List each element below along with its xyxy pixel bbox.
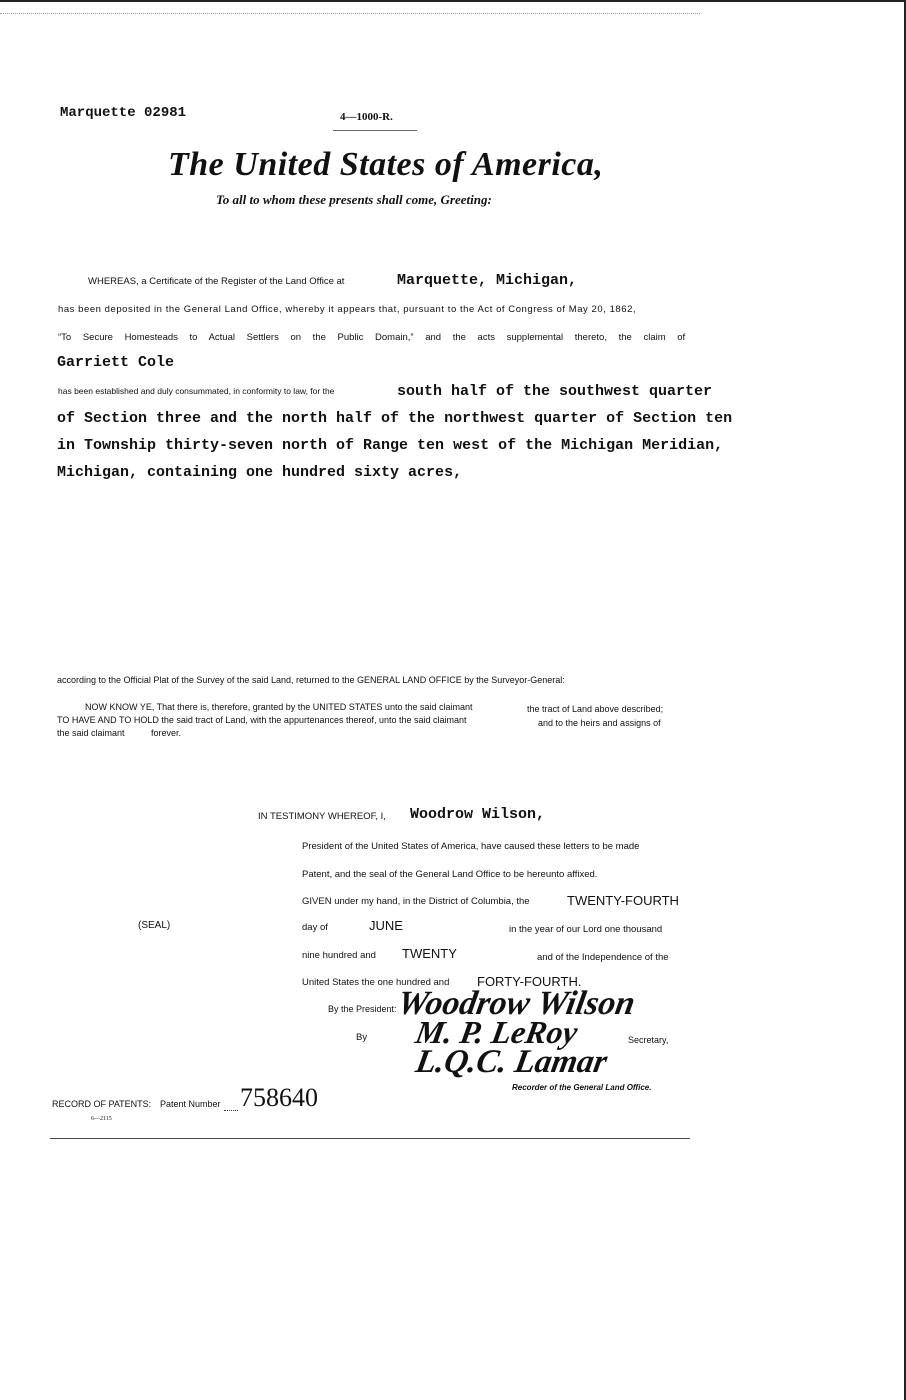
top-border <box>0 0 906 2</box>
seal-label: (SEAL) <box>138 920 171 931</box>
month-value: JUNE <box>369 918 403 933</box>
deposit-text: has been deposited in the General Land Office, whereby it appears that, pursuant to the Act of Congress of May 20, 1862, <box>58 304 637 315</box>
by-president-label: By the President: <box>328 1004 397 1014</box>
form-number-rule <box>333 130 417 131</box>
testimony-prefix: IN TESTIMONY WHEREOF, I, <box>258 811 386 822</box>
testimony-line-2: Patent, and the seal of the General Land Office to be hereunto affixed. <box>302 869 598 880</box>
grant-text-3a: the said claimant <box>57 728 125 738</box>
grant-text-3b: forever. <box>151 728 182 738</box>
by-label: By <box>356 1032 368 1043</box>
homestead-act-text: “To Secure Homesteads to Actual Settlers on the Public Domain,” and the acts supplemental thereto, the claim of <box>58 332 686 343</box>
record-of-patents-label: RECORD OF PATENTS: <box>52 1099 152 1109</box>
secretary-label: Secretary, <box>628 1035 669 1045</box>
form-code: 6—2115 <box>91 1116 112 1122</box>
form-number: 4—1000-R. <box>340 111 393 123</box>
greeting: To all to whom these presents shall come, Greeting: <box>216 192 492 207</box>
grant-text-2a: TO HAVE AND TO HOLD the said tract of Land, with the appurtenances thereof, unto the said claimant <box>57 715 467 725</box>
claimant-name: Garriett Cole <box>57 354 175 371</box>
secretary-signature: M. P. LeRoy <box>412 1014 581 1050</box>
land-description-line-2: of Section three and the north half of the northwest quarter of Section ten <box>57 410 733 427</box>
nine-hundred-text: nine hundred and <box>302 950 376 961</box>
land-description-line-3: in Township thirty-seven north of Range ten west of the Michigan Meridian, <box>57 437 724 454</box>
official-plat-text: according to the Official Plat of the Survey of the said Land, returned to the GENERAL LAND OFFICE by the Surveyor-General: <box>57 675 565 685</box>
land-description-line-1: south half of the southwest quarter <box>397 383 713 400</box>
independence-year-value: FORTY-FOURTH. <box>477 974 582 989</box>
grant-text-2b: and to the heirs and assigns of <box>538 718 661 728</box>
file-reference: Marquette 02981 <box>60 105 187 121</box>
recorder-signature: L.Q.C. Lamar <box>412 1044 610 1080</box>
grant-text-1a: NOW KNOW YE, That there is, therefore, granted by the UNITED STATES unto the said claimant <box>85 702 473 712</box>
patent-number-label: Patent Number <box>160 1099 221 1109</box>
president-name: Woodrow Wilson, <box>410 806 546 823</box>
land-office: Marquette, Michigan, <box>397 272 578 289</box>
us-one-hundred-text: United States the one hundred and <box>302 977 450 988</box>
established-text: has been established and duly consummated, in conformity to law, for the <box>58 386 335 396</box>
document-title: The United States of America, <box>168 146 604 183</box>
grant-text-1b: the tract of Land above described; <box>527 704 664 714</box>
given-text: GIVEN under my hand, in the District of Columbia, the <box>302 896 530 907</box>
day-of-text: day of <box>302 922 328 933</box>
land-description-line-4: Michigan, containing one hundred sixty acres, <box>57 464 463 481</box>
testimony-line-1: President of the United States of America, have caused these letters to be made <box>302 841 640 852</box>
patent-number-dotted-rule <box>224 1110 238 1111</box>
patent-number: 758640 <box>240 1083 318 1112</box>
day-value: TWENTY-FOURTH <box>567 893 679 908</box>
recorder-label: Recorder of the General Land Office. <box>512 1083 652 1092</box>
whereas-text: WHEREAS, a Certificate of the Register of the Land Office at <box>88 276 345 287</box>
president-signature: Woodrow Wilson <box>394 985 638 1022</box>
top-dotted-rule <box>0 13 700 14</box>
independence-text: and of the Independence of the <box>537 952 669 963</box>
year-value: TWENTY <box>402 946 457 961</box>
year-prefix-text: in the year of our Lord one thousand <box>509 924 663 935</box>
bottom-rule <box>50 1138 690 1139</box>
